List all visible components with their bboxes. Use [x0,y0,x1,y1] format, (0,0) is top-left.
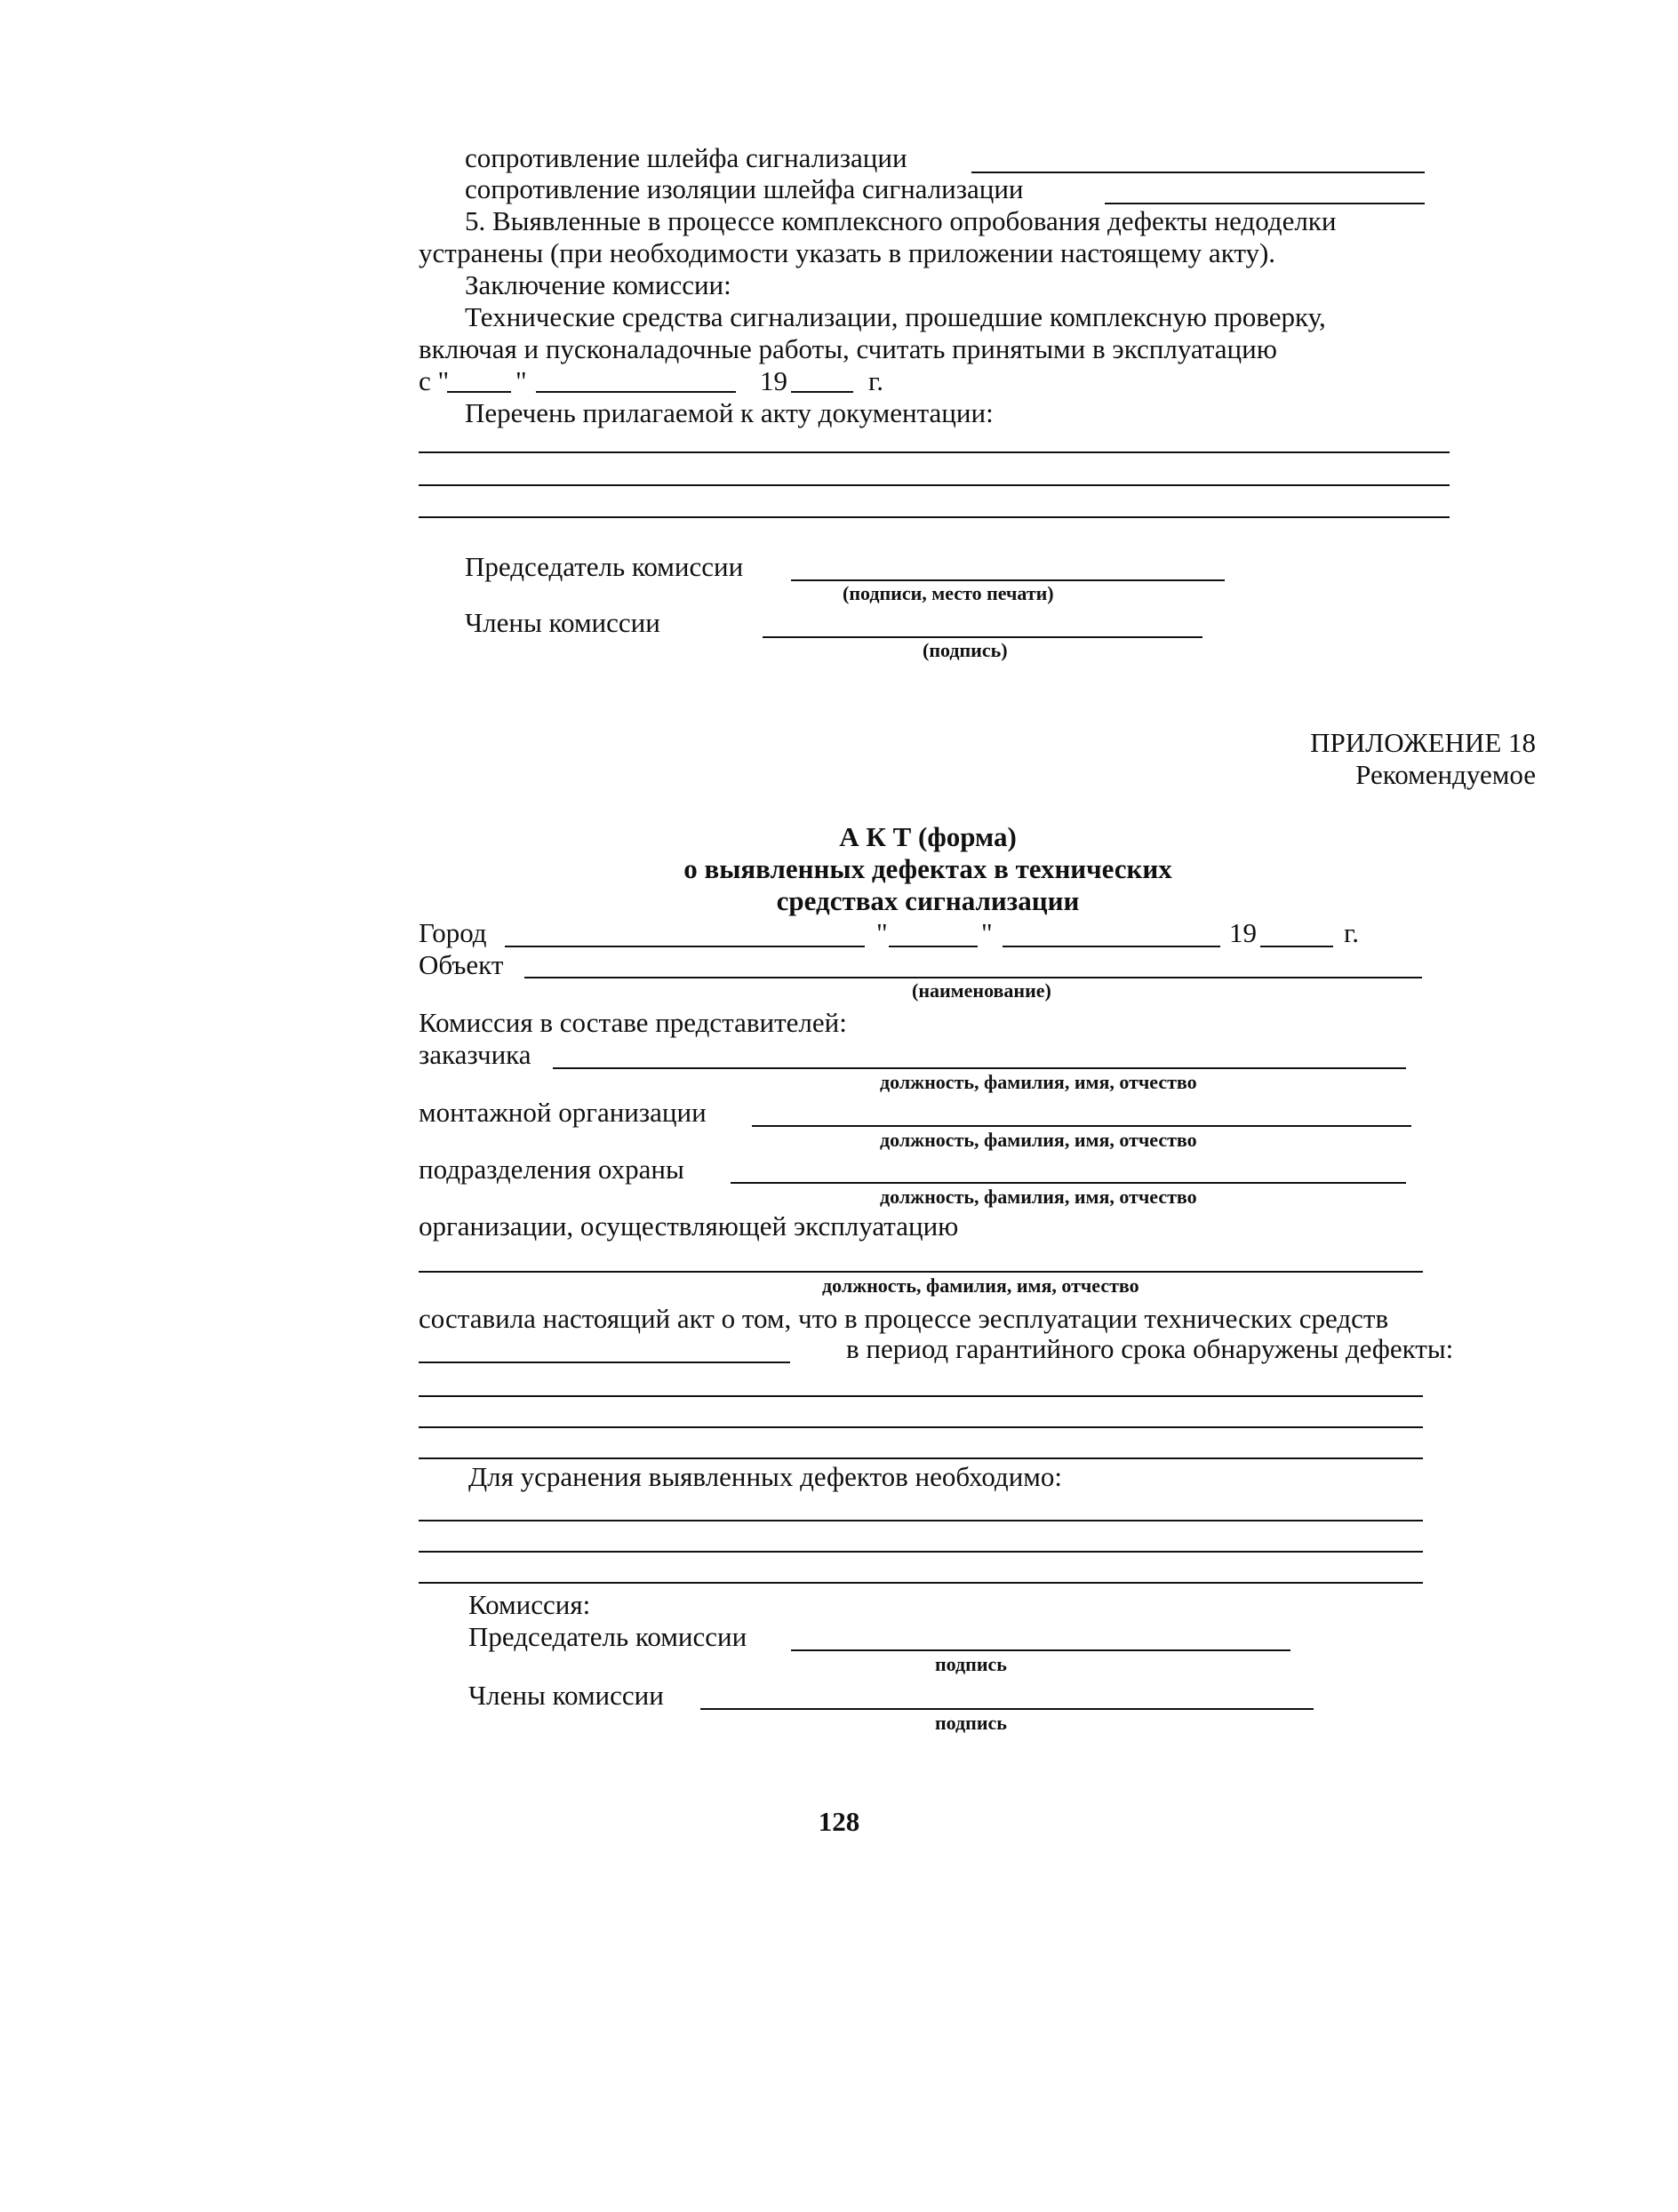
quote-open: " [876,917,888,948]
customer-label: заказчика [419,1039,531,1070]
page-number: 128 [818,1806,860,1837]
statement-line2: в период гарантийного срока обнаружены дефекты: [846,1333,1454,1364]
equipment-field[interactable] [419,1362,790,1363]
customer-field[interactable] [553,1067,1406,1069]
act-members-label: Члены комиссии [468,1680,664,1711]
object-caption: (наименование) [912,979,1051,1002]
act-year-label: 19 [1229,917,1257,948]
date-year: 19 [760,365,787,396]
operator-label: организации, осуществляющей эксплуатацию [419,1210,959,1242]
loop-resistance-label: сопротивление шлейфа сигнализации [465,142,907,173]
act-subheading-line2: средствах сигнализации [776,885,1080,916]
object-label: Объект [419,949,504,980]
act-subheading-line1: о выявленных дефектах в технических [683,853,1172,884]
security-field[interactable] [731,1182,1406,1184]
city-field[interactable] [505,946,865,947]
act-date-month-field[interactable] [1003,946,1220,947]
date-quote: " [515,365,527,396]
installer-field[interactable] [752,1125,1411,1127]
remedy-line-3[interactable] [419,1582,1423,1584]
members-caption: (подпись) [923,639,1008,661]
chairman-label: Председатель комиссии [465,551,744,582]
date-day-field[interactable] [447,391,511,393]
loop-resistance-field[interactable] [971,172,1425,173]
date-prefix: с " [419,365,450,396]
conclusion-heading: Заключение комиссии: [465,269,731,300]
commission-footer: Комиссия: [468,1589,591,1620]
defects-line-2[interactable] [419,1426,1423,1428]
members-label: Члены комиссии [465,607,660,638]
act-chairman-caption: подпись [935,1653,1007,1675]
date-month-field[interactable] [536,391,736,393]
act-heading: А К Т (форма) [839,821,1017,852]
chairman-signature-field[interactable] [791,579,1225,581]
city-label: Город [419,917,487,948]
act-chairman-label: Председатель комиссии [468,1621,747,1652]
remedy-line-2[interactable] [419,1551,1423,1553]
act-date-year-field[interactable] [1260,946,1333,947]
quote-close: " [981,917,993,948]
remedy-line-1[interactable] [419,1520,1423,1521]
object-field[interactable] [524,977,1422,978]
conclusion-line2: включая и пусконаладочные работы, считать принятыми в эксплуатацию [419,333,1277,364]
date-suffix: г. [868,365,883,396]
statement-line1: составила настоящий акт о том, что в процессе эесплуатации технических средств [419,1303,1389,1334]
insulation-resistance-field[interactable] [1105,203,1425,204]
act-members-caption: подпись [935,1712,1007,1734]
item5-line2: устранены (при необходимости указать в приложении настоящему акту). [419,237,1276,268]
operator-field[interactable] [419,1271,1423,1273]
remedy-label: Для усранения выявленных дефектов необходимо: [468,1461,1063,1492]
installer-caption: должность, фамилия, имя, отчество [880,1129,1197,1151]
conclusion-line1: Технические средства сигнализации, прошедшие комплексную проверку, [465,301,1326,332]
act-members-signature-field[interactable] [700,1708,1314,1710]
commission-label: Комиссия в составе представителей: [419,1007,847,1038]
docs-list-line-2[interactable] [419,484,1450,486]
appendix-subtitle: Рекомендуемое [1355,759,1536,790]
installer-label: монтажной организации [419,1097,707,1128]
insulation-resistance-label: сопротивление изоляции шлейфа сигнализации [465,173,1024,204]
operator-caption: должность, фамилия, имя, отчество [822,1274,1139,1297]
docs-list-label: Перечень прилагаемой к акту документации: [465,397,994,428]
defects-line-1[interactable] [419,1395,1423,1397]
act-chairman-signature-field[interactable] [791,1649,1290,1651]
item5-line1: 5. Выявленные в процессе комплексного опробования дефекты недоделки [465,205,1337,236]
customer-caption: должность, фамилия, имя, отчество [880,1071,1197,1093]
date-year-field[interactable] [791,391,853,393]
defects-line-3[interactable] [419,1457,1423,1459]
act-year-suffix: г. [1344,917,1359,948]
chairman-caption: (подписи, место печати) [843,582,1054,604]
members-signature-field[interactable] [763,636,1203,638]
appendix-title: ПРИЛОЖЕНИЕ 18 [1310,727,1536,758]
docs-list-line-1[interactable] [419,451,1450,453]
act-date-day-field[interactable] [889,946,978,947]
docs-list-line-3[interactable] [419,516,1450,518]
security-caption: должность, фамилия, имя, отчество [880,1186,1197,1208]
security-label: подразделения охраны [419,1154,684,1185]
